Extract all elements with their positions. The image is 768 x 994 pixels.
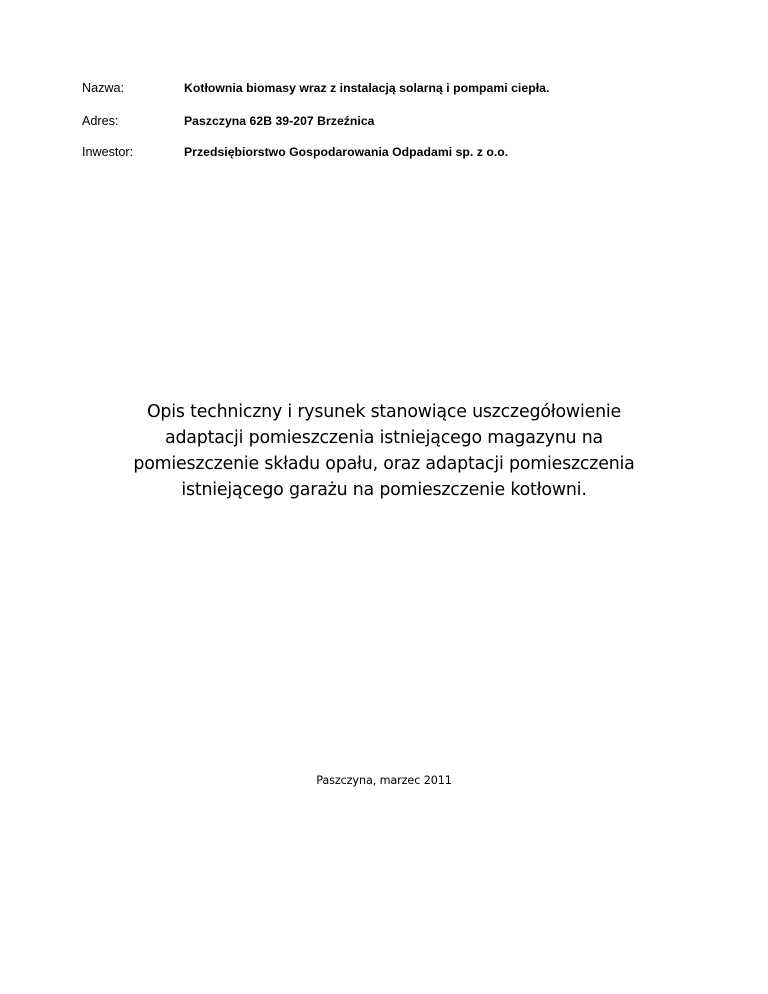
address-value: Paszczyna 62B 39-207 Brzeźnica [184,114,375,128]
address-label: Adres: [82,114,119,128]
document-title [60,399,708,503]
title-line-3: pomieszczenie składu opału, oraz adaptacji pomieszczenia [133,454,635,474]
name-label: Nazwa: [82,81,124,95]
place-date: Paszczyna, marzec 2011 [316,774,452,787]
title-line-2: adaptacji pomieszczenia istniejącego magazynu na [165,428,603,448]
investor-value: Przedsiębiorstwo Gospodarowania Odpadami sp. z o.o. [184,145,509,159]
investor-label: Inwestor: [82,145,134,159]
title-line-4: istniejącego garażu na pomieszczenie kotłowni. [181,480,587,500]
name-value: Kotłownia biomasy wraz z instalacją solarną i pompami ciepła. [184,81,550,95]
title-line-1: Opis techniczny i rysunek stanowiące uszczegółowienie [146,402,622,422]
